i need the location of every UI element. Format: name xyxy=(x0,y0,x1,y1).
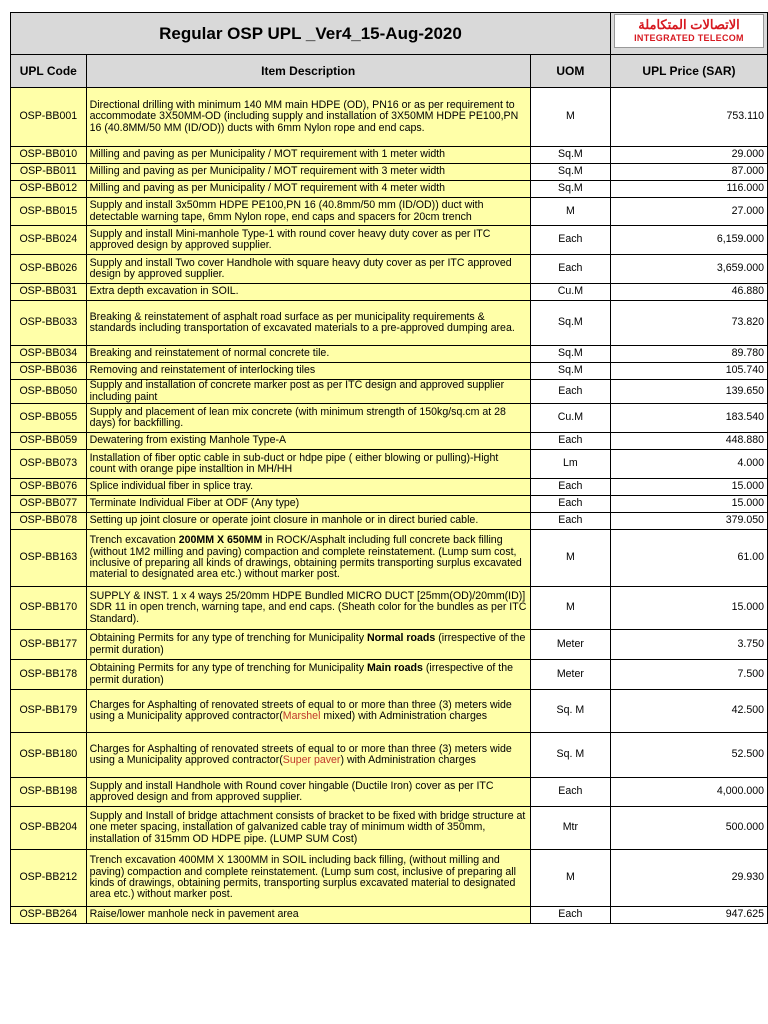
uom-cell: M xyxy=(530,530,610,587)
uom-cell: Each xyxy=(530,496,610,513)
price-cell: 4.000 xyxy=(610,450,767,479)
item-description-cell xyxy=(86,630,530,660)
description-highlight: 200MM X 650MM xyxy=(178,534,263,547)
upl-code-cell: OSP-BB076 xyxy=(11,479,87,496)
item-description-cell: Supply and Install of bridge attachment consists of bracket to be fixed with bridge structure at one meter spacing, installation of galvanized cable tray of minimum width of 350mm, installation of 315mm OD HDPE pipe. (LUMP SUM Cost) xyxy=(86,807,530,850)
company-logo xyxy=(614,14,764,48)
upl-code-cell: OSP-BB012 xyxy=(11,181,87,198)
item-description-cell: Directional drilling with minimum 140 MM main HDPE (OD), PN16 or as per requirement to accommodate 3X50MM-OD (including supply and installation of 3X50MM HDPE PE100,PN 16 (40.8MM/50 MM (ID/OD)) ducts with 6mm Nylon rope and end caps. xyxy=(86,88,530,147)
table-row xyxy=(11,404,768,433)
upl-code-cell: OSP-BB033 xyxy=(11,301,87,346)
description-highlight-red: Marshel xyxy=(282,710,321,722)
item-description-cell: Supply and install Handhole with Round cover hingable (Ductile Iron) cover as per ITC approved design and from approved supplier. xyxy=(86,778,530,807)
upl-code-cell: OSP-BB050 xyxy=(11,380,87,404)
logo-cell xyxy=(610,13,767,55)
price-list-table xyxy=(10,12,768,924)
price-cell: 15.000 xyxy=(610,587,767,630)
upl-code-cell: OSP-BB010 xyxy=(11,147,87,164)
price-cell: 42.500 xyxy=(610,690,767,733)
description-text: Obtaining Permits for any type of trenching for Municipality xyxy=(89,632,367,645)
table-row xyxy=(11,380,768,404)
item-description-cell: Milling and paving as per Municipality / MOT requirement with 3 meter width xyxy=(86,164,530,181)
page-title: Regular OSP UPL _Ver4_15-Aug-2020 xyxy=(11,13,611,55)
price-cell: 29.000 xyxy=(610,147,767,164)
table-row xyxy=(11,284,768,301)
upl-code-cell: OSP-BB163 xyxy=(11,530,87,587)
item-description-cell: Raise/lower manhole neck in pavement area xyxy=(86,907,530,924)
upl-code-cell: OSP-BB264 xyxy=(11,907,87,924)
uom-cell: M xyxy=(530,850,610,907)
logo-english-text: INTEGRATED TELECOM xyxy=(634,33,744,43)
table-row xyxy=(11,433,768,450)
table-row xyxy=(11,630,768,660)
item-description-cell xyxy=(86,733,530,778)
description-text: Obtaining Permits for any type of trenching for Municipality xyxy=(89,662,367,675)
table-row xyxy=(11,807,768,850)
price-cell: 448.880 xyxy=(610,433,767,450)
description-text: mixed) with Administration charges xyxy=(320,710,488,722)
title-row xyxy=(11,13,768,55)
description-highlight-red: Super paver xyxy=(282,754,341,766)
item-description-cell: Breaking and reinstatement of normal concrete tile. xyxy=(86,346,530,363)
column-header-uom: UOM xyxy=(530,55,610,88)
table-row xyxy=(11,850,768,907)
item-description-cell: SUPPLY & INST. 1 x 4 ways 25/20mm HDPE Bundled MICRO DUCT [25mm(OD)/20mm(ID)] SDR 11 in open trench, warning tape, and end caps. (Sheath color for the bundles as per ITC Standard). xyxy=(86,587,530,630)
uom-cell: Each xyxy=(530,255,610,284)
price-cell: 7.500 xyxy=(610,660,767,690)
item-description-cell: Supply and installation of concrete marker post as per ITC design and approved supplier including paint xyxy=(86,380,530,404)
table-row xyxy=(11,164,768,181)
description-text: (irrespective of the permit duration) xyxy=(89,662,513,686)
price-cell: 753.110 xyxy=(610,88,767,147)
uom-cell: Meter xyxy=(530,630,610,660)
upl-code-cell: OSP-BB026 xyxy=(11,255,87,284)
description-text: ) with Administration charges xyxy=(340,754,476,766)
price-cell: 73.820 xyxy=(610,301,767,346)
table-row xyxy=(11,530,768,587)
item-description-cell: Supply and placement of lean mix concrete (with minimum strength of 150kg/sq.cm at 28 days) for backfilling. xyxy=(86,404,530,433)
item-description-cell: Installation of fiber optic cable in sub-duct or hdpe pipe ( either blowing or pulling)-Hight count with orange pipe installtion in MH/HH xyxy=(86,450,530,479)
item-description-cell xyxy=(86,530,530,587)
upl-code-cell: OSP-BB178 xyxy=(11,660,87,690)
item-description-cell: Breaking & reinstatement of asphalt road surface as per municipality requirements & standards including transportation of excavated materials to a pre-approved dumping area. xyxy=(86,301,530,346)
price-cell: 105.740 xyxy=(610,363,767,380)
description-text: (irrespective of the permit duration) xyxy=(89,632,526,656)
item-description-cell: Setting up joint closure or operate joint closure in manhole or in direct buried cable. xyxy=(86,513,530,530)
description-text: Charges for Asphalting of renovated streets of equal to or more than three (3) meters wide using a Municipality approved contractor( xyxy=(89,698,512,722)
upl-code-cell: OSP-BB170 xyxy=(11,587,87,630)
uom-cell: Each xyxy=(530,778,610,807)
upl-code-cell: OSP-BB177 xyxy=(11,630,87,660)
item-description-cell: Supply and install Two cover Handhole with square heavy duty cover as per ITC approved design by approved supplier. xyxy=(86,255,530,284)
uom-cell: M xyxy=(530,198,610,226)
table-row xyxy=(11,363,768,380)
price-cell: 6,159.000 xyxy=(610,226,767,255)
table-row xyxy=(11,450,768,479)
table-row xyxy=(11,496,768,513)
item-description-cell: Supply and install 3x50mm HDPE PE100,PN 16 (40.8mm/50 mm (ID/OD)) duct with detectable warning tape, 6mm Nylon rope, end caps and spacers for 20cm trench xyxy=(86,198,530,226)
uom-cell: Meter xyxy=(530,660,610,690)
table-row xyxy=(11,733,768,778)
uom-cell: Sq. M xyxy=(530,733,610,778)
price-cell: 61.00 xyxy=(610,530,767,587)
item-description-cell: Dewatering from existing Manhole Type-A xyxy=(86,433,530,450)
table-row xyxy=(11,907,768,924)
price-cell: 15.000 xyxy=(610,496,767,513)
uom-cell: Lm xyxy=(530,450,610,479)
price-cell: 89.780 xyxy=(610,346,767,363)
price-cell: 379.050 xyxy=(610,513,767,530)
upl-code-cell: OSP-BB078 xyxy=(11,513,87,530)
item-description-cell: Removing and reinstatement of interlocking tiles xyxy=(86,363,530,380)
uom-cell: Each xyxy=(530,380,610,404)
table-row xyxy=(11,778,768,807)
description-text: in ROCK/Asphalt including full concrete back filling (without 1M2 milling and paving) compaction and complete reinstatement. (Lump sum cost, inclusive of preparing all kinds of drawings, obtaining permits transporting surplus excavated material to designated area etc.) without marker post. xyxy=(89,534,522,581)
upl-code-cell: OSP-BB204 xyxy=(11,807,87,850)
uom-cell: Sq.M xyxy=(530,301,610,346)
description-highlight: Main roads xyxy=(366,662,423,675)
upl-code-cell: OSP-BB036 xyxy=(11,363,87,380)
upl-code-cell: OSP-BB212 xyxy=(11,850,87,907)
upl-code-cell: OSP-BB198 xyxy=(11,778,87,807)
table-row xyxy=(11,301,768,346)
price-cell: 116.000 xyxy=(610,181,767,198)
description-text: Trench excavation xyxy=(89,534,179,547)
column-header-description: Item Description xyxy=(86,55,530,88)
table-row xyxy=(11,226,768,255)
uom-cell: Sq. M xyxy=(530,690,610,733)
table-row xyxy=(11,690,768,733)
price-cell: 87.000 xyxy=(610,164,767,181)
price-cell: 52.500 xyxy=(610,733,767,778)
column-header-price: UPL Price (SAR) xyxy=(610,55,767,88)
upl-code-cell: OSP-BB180 xyxy=(11,733,87,778)
price-cell: 29.930 xyxy=(610,850,767,907)
upl-code-cell: OSP-BB059 xyxy=(11,433,87,450)
description-text: Charges for Asphalting of renovated streets of equal to or more than three (3) meters wide using a Municipality approved contractor( xyxy=(89,742,512,766)
upl-code-cell: OSP-BB055 xyxy=(11,404,87,433)
price-cell: 3.750 xyxy=(610,630,767,660)
upl-code-cell: OSP-BB001 xyxy=(11,88,87,147)
table-row xyxy=(11,88,768,147)
upl-code-cell: OSP-BB034 xyxy=(11,346,87,363)
uom-cell: M xyxy=(530,587,610,630)
price-cell: 500.000 xyxy=(610,807,767,850)
upl-code-cell: OSP-BB073 xyxy=(11,450,87,479)
item-description-cell: Extra depth excavation in SOIL. xyxy=(86,284,530,301)
table-row xyxy=(11,587,768,630)
uom-cell: Sq.M xyxy=(530,363,610,380)
uom-cell: Each xyxy=(530,513,610,530)
uom-cell: Sq.M xyxy=(530,147,610,164)
price-cell: 4,000.000 xyxy=(610,778,767,807)
table-row xyxy=(11,479,768,496)
price-cell: 15.000 xyxy=(610,479,767,496)
column-header-code: UPL Code xyxy=(11,55,87,88)
item-description-cell: Splice individual fiber in splice tray. xyxy=(86,479,530,496)
table-row xyxy=(11,198,768,226)
item-description-cell: Milling and paving as per Municipality / MOT requirement with 4 meter width xyxy=(86,181,530,198)
upl-code-cell: OSP-BB015 xyxy=(11,198,87,226)
uom-cell: Sq.M xyxy=(530,164,610,181)
upl-code-cell: OSP-BB077 xyxy=(11,496,87,513)
table-row xyxy=(11,181,768,198)
table-body xyxy=(11,88,768,924)
uom-cell: Sq.M xyxy=(530,181,610,198)
uom-cell: Mtr xyxy=(530,807,610,850)
uom-cell: Each xyxy=(530,433,610,450)
upl-code-cell: OSP-BB031 xyxy=(11,284,87,301)
table-row xyxy=(11,255,768,284)
description-highlight: Normal roads xyxy=(366,632,436,645)
uom-cell: Sq.M xyxy=(530,346,610,363)
price-cell: 183.540 xyxy=(610,404,767,433)
uom-cell: M xyxy=(530,88,610,147)
table-row xyxy=(11,660,768,690)
price-cell: 3,659.000 xyxy=(610,255,767,284)
item-description-cell xyxy=(86,660,530,690)
uom-cell: Each xyxy=(530,907,610,924)
header-row xyxy=(11,55,768,88)
item-description-cell: Terminate Individual Fiber at ODF (Any type) xyxy=(86,496,530,513)
price-cell: 139.650 xyxy=(610,380,767,404)
table-row xyxy=(11,513,768,530)
upl-code-cell: OSP-BB024 xyxy=(11,226,87,255)
item-description-cell: Supply and install Mini-manhole Type-1 with round cover heavy duty cover as per ITC approved design by approved supplier. xyxy=(86,226,530,255)
logo-arabic-text: الاتصالات المتكاملة xyxy=(638,17,740,32)
item-description-cell: Trench excavation 400MM X 1300MM in SOIL including back filling, (without milling and paving) compaction and complete reinstatement. (Lump sum cost, inclusive of preparing all kinds of drawings, obtaining permits, transporting surplus excavated material to designated area etc.) without marker post. xyxy=(86,850,530,907)
upl-code-cell: OSP-BB011 xyxy=(11,164,87,181)
uom-cell: Each xyxy=(530,226,610,255)
price-cell: 27.000 xyxy=(610,198,767,226)
price-cell: 46.880 xyxy=(610,284,767,301)
uom-cell: Cu.M xyxy=(530,284,610,301)
table-row xyxy=(11,147,768,164)
uom-cell: Each xyxy=(530,479,610,496)
upl-code-cell: OSP-BB179 xyxy=(11,690,87,733)
table-row xyxy=(11,346,768,363)
uom-cell: Cu.M xyxy=(530,404,610,433)
price-cell: 947.625 xyxy=(610,907,767,924)
item-description-cell: Milling and paving as per Municipality / MOT requirement with 1 meter width xyxy=(86,147,530,164)
item-description-cell xyxy=(86,690,530,733)
